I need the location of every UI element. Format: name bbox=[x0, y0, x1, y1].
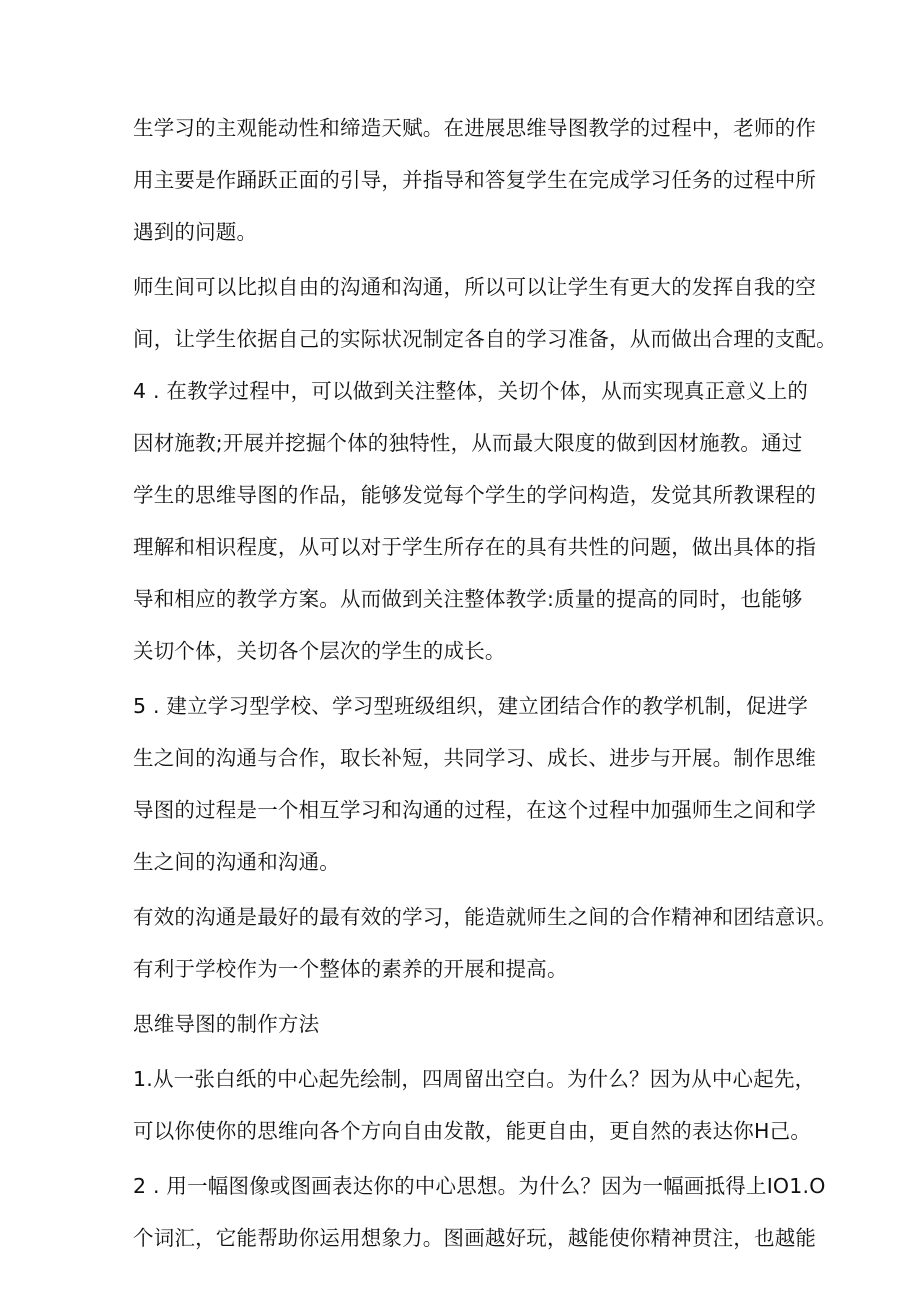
text-line: 学生的思维导图的作品，能够发觉每个学生的学问构造，发觉其所教课程的 bbox=[133, 483, 817, 507]
text-line: 导图的过程是一个相互学习和沟通的过程，在这个过程中加强师生之间和学 bbox=[133, 798, 817, 822]
text-line: 2 . 用一幅图像或图画表达你的中心思想。为什么？因为一幅画抵得上IO1.O bbox=[133, 1174, 826, 1198]
text-line: 生之间的沟通与合作，取长补短，共同学习、成长、进步与开展。制作思维 bbox=[133, 746, 817, 770]
text-line: 理解和相识程度，从可以对于学生所存在的具有共性的问题，做出具体的指 bbox=[133, 535, 817, 559]
text-line: 师生间可以比拟自由的沟通和沟通，所以可以让学生有更大的发挥自我的空 bbox=[133, 275, 817, 299]
text-line: 个词汇，它能帮助你运用想象力。图画越好玩，越能使你精神贯注，也越能 bbox=[133, 1226, 817, 1250]
text-line: 有利于学校作为一个整体的素养的开展和提高。 bbox=[133, 957, 568, 981]
text-line: 用主要是作踊跃正面的引导，并指导和答复学生在完成学习任务的过程中所 bbox=[133, 168, 817, 192]
text-line: 导和相应的教学方案。从而做到关注整体教学:质量的提高的同时，也能够 bbox=[133, 587, 803, 611]
text-line: 4 . 在教学过程中，可以做到关注整体，关切个体，从而实现真正意义上的 bbox=[133, 379, 809, 403]
text-line: 5 . 建立学习型学校、学习型班级组织，建立团结合作的教学机制，促进学 bbox=[133, 694, 809, 718]
text-line: 有效的沟通是最好的最有效的学习，能造就师生之间的合作精神和团结意识。 bbox=[133, 905, 837, 929]
text-line: 可以你使你的思维向各个方向自由发散，能更自由，更自然的表达你H己。 bbox=[133, 1119, 812, 1143]
document-page bbox=[133, 113, 837, 1253]
text-line: 生之间的沟通和沟通。 bbox=[133, 850, 340, 874]
text-line: 生学习的主观能动性和缔造天赋。在进展思维导图教学的过程中，老师的作 bbox=[133, 116, 817, 140]
text-line: 间，让学生依据自己的实际状况制定各自的学习准备，从而做出合理的支配。 bbox=[133, 327, 837, 351]
text-line: 遇到的问题。 bbox=[133, 220, 258, 244]
text-line: 1.从一张白纸的中心起先绘制，四周留出空白。为什么？因为从中心起先， bbox=[133, 1067, 816, 1091]
text-line: 因材施教;开展并挖掘个体的独特性，从而最大限度的做到因材施教。通过 bbox=[133, 431, 803, 455]
text-line: 关切个体，关切各个层次的学生的成长。 bbox=[133, 639, 506, 663]
section-heading: 思维导图的制作方法 bbox=[133, 1012, 320, 1036]
